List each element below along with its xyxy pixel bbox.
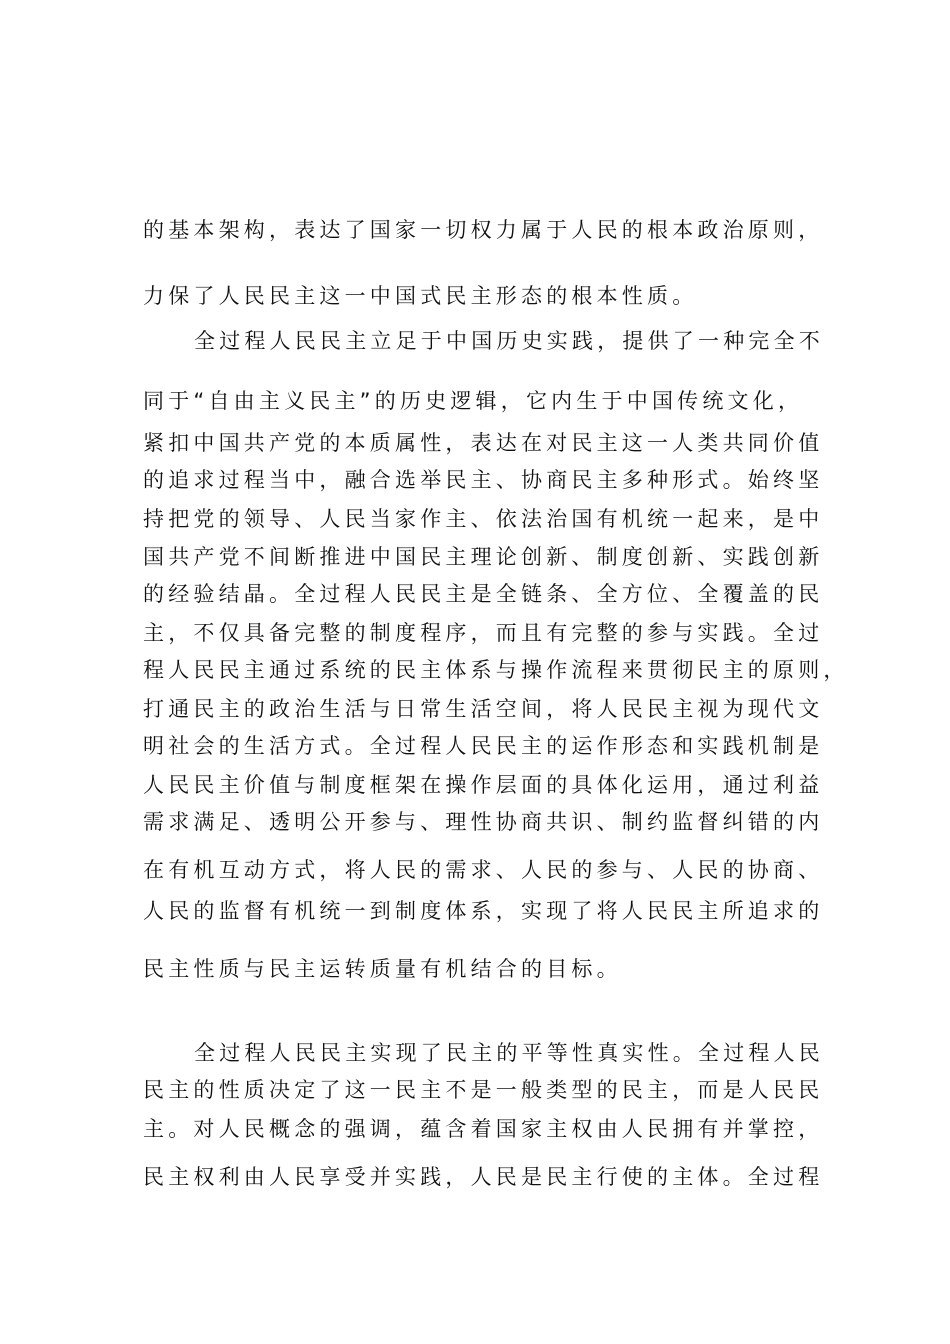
- text-line: 民主的性质决定了这一民主不是一般类型的民主，而是人民民: [143, 1078, 824, 1102]
- text-line: 主。对人民概念的强调，蕴含着国家主权由人民拥有并掌控，: [143, 1117, 824, 1141]
- text-line: 同于“自由主义民主”的历史逻辑，它内生于中国传统文化，: [143, 389, 804, 413]
- text-line: 国共产党不间断推进中国民主理论创新、制度创新、实践创新: [143, 545, 824, 569]
- text-line: 程人民民主通过系统的民主体系与操作流程来贯彻民主的原则，: [143, 658, 849, 682]
- text-line: 民主权利由人民享受并实践，人民是民主行使的主体。全过程: [143, 1165, 824, 1189]
- text-line: 需求满足、透明公开参与、理性协商共识、制约监督纠错的内: [143, 810, 824, 834]
- text-line: 持把党的领导、人民当家作主、依法治国有机统一起来，是中: [143, 507, 824, 531]
- text-line: 的追求过程当中，融合选举民主、协商民主多种形式。始终坚: [143, 468, 824, 492]
- text-line: 人民的监督有机统一到制度体系，实现了将人民民主所追求的: [143, 899, 824, 923]
- text-line: 的经验结晶。全过程人民民主是全链条、全方位、全覆盖的民: [143, 582, 824, 606]
- text-line: 明社会的生活方式。全过程人民民主的运作形态和实践机制是: [143, 734, 824, 758]
- text-line: 人民民主价值与制度框架在操作层面的具体化运用，通过利益: [143, 773, 824, 797]
- paragraph-first-line: 全过程人民民主立足于中国历史实践，提供了一种完全不: [194, 329, 824, 353]
- text-line: 力保了人民民主这一中国式民主形态的根本性质。: [143, 284, 698, 308]
- text-line: 民主性质与民主运转质量有机结合的目标。: [143, 957, 622, 981]
- text-line: 的基本架构，表达了国家一切权力属于人民的根本政治原则，: [143, 218, 824, 242]
- text-line: 打通民主的政治生活与日常生活空间，将人民民主视为现代文: [143, 697, 824, 721]
- text-line: 在有机互动方式，将人民的需求、人民的参与、人民的协商、: [143, 858, 824, 882]
- text-line: 主，不仅具备完整的制度程序，而且有完整的参与实践。全过: [143, 621, 824, 645]
- text-line: 紧扣中国共产党的本质属性，表达在对民主这一人类共同价值: [143, 431, 824, 455]
- paragraph-first-line: 全过程人民民主实现了民主的平等性真实性。全过程人民: [194, 1041, 824, 1065]
